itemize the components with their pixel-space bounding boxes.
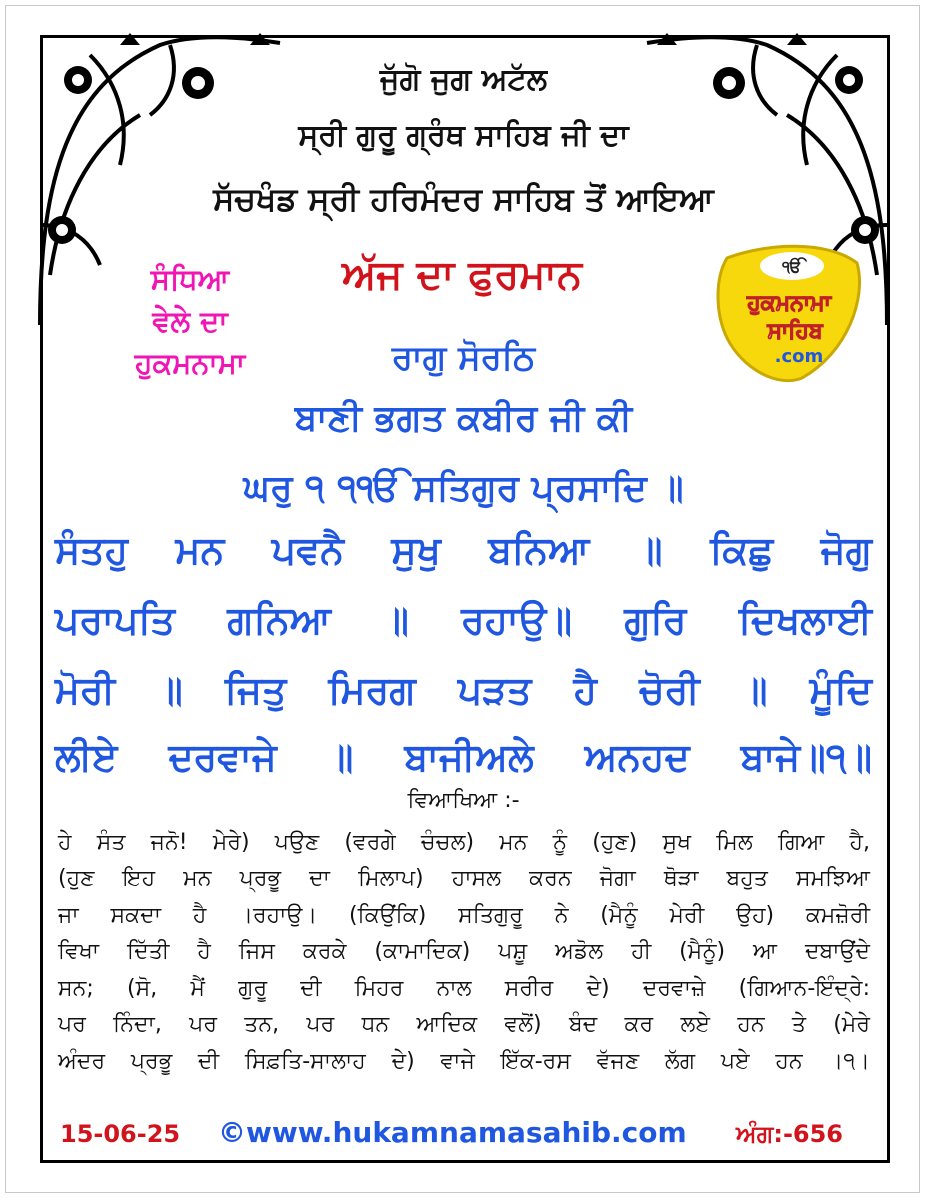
header-line-3: ਸੱਚਖੰਡ ਸ੍ਰੀ ਹਰਿਮੰਦਰ ਸਾਹਿਬ ਤੋਂ ਆਇਆ — [213, 180, 714, 218]
vyakhya-label: ਵਿਆਖਿਆ :- — [407, 788, 520, 813]
logo-line-1: ਹੁਕਮਨਾਮਾ — [747, 291, 831, 316]
footer-website-link[interactable]: ©www.hukamnamasahib.com — [218, 1116, 687, 1149]
header-line-2: ਸ੍ਰੀ ਗੁਰੂ ਗ੍ਰੰਥ ਸਾਹਿਬ ਜੀ ਦਾ — [298, 118, 629, 153]
bani-heading: ਬਾਣੀ ਭਗਤ ਕਬੀਰ ਜੀ ਕੀ — [294, 398, 633, 439]
sandhya-line-1: ਸੰਧਿਆ — [150, 262, 230, 296]
raag-heading: ਰਾਗੁ ਸੋਰਠਿ — [391, 338, 536, 378]
verse-line: ਸੰਤਹੁ ਮਨ ਪਵਨੈ ਸੁਖੁ ਬਨਿਆ ॥ ਕਿਛੁ ਜੋਗੁ — [55, 528, 872, 572]
explanation-line: ਸਨ; (ਸੋ, ਮੈਂ ਗੁਰੂ ਦੀ ਮਿਹਰ ਨਾਲ ਸਰੀਰ ਦੇ) ਦਰਵਾਜ਼ੇ (ਗਿਆਨ-ਇੰਦ੍ਰੇ: — [58, 976, 870, 1001]
explanation-line: ਵਿਖਾ ਦਿੱਤੀ ਹੈ ਜਿਸ ਕਰਕੇ (ਕਾਮਾਦਿਕ) ਪਸ਼ੂ ਅਡੋਲ ਹੀ (ਮੈਨੂੰ) ਆ ਦਬਾਉਂਦੇ — [58, 939, 870, 964]
verse-line: ਮੋਰੀ ॥ ਜਿਤੁ ਮਿਰਗ ਪੜਤ ਹੈ ਚੋਰੀ ॥ ਮੂੰਦਿ — [55, 668, 872, 712]
verse-line: ਪਰਾਪਤਿ ਗਨਿਆ ॥ ਰਹਾਉ॥ ਗੁਰਿ ਦਿਖਲਾਈ — [55, 598, 872, 642]
explanation-line: ਜਾ ਸਕਦਾ ਹੈ ।ਰਹਾਉ। (ਕਿਉਂਕਿ) ਸਤਿਗੁਰੂ ਨੇ (ਮੈਨੂੰ ਮੇਰੀ ਉਹ) ਕਮਜ਼ੋਰੀ — [58, 903, 870, 928]
header-line-1: ਜੁੱਗੋ ਜੁਗ ਅਟੱਲ — [379, 62, 548, 97]
explanation-line: ਪਰ ਨਿੰਦਾ, ਪਰ ਤਨ, ਪਰ ਧਨ ਆਦਿਕ ਵਲੋਂ) ਬੰਦ ਕਰ ਲਏ ਹਨ ਤੇ (ਮੇਰੇ — [58, 1012, 870, 1037]
sandhya-line-2: ਵੇਲੇ ਦਾ — [152, 304, 228, 338]
verse-line: ਲੀਏ ਦਰਵਾਜੇ ॥ ਬਾਜੀਅਲੇ ਅਨਹਦ ਬਾਜੇ॥੧॥ — [55, 735, 872, 779]
footer-date: 15-06-25 — [60, 1120, 181, 1148]
logo-line-3: .com — [774, 346, 824, 367]
explanation-line: (ਹੁਣ ਇਹ ਮਨ ਪ੍ਰਭੂ ਦਾ ਮਿਲਾਪ) ਹਾਸਲ ਕਰਨ ਜੋਗਾ ਥੋੜਾ ਬਹੁਤ ਸਮਝਿਆ — [58, 866, 870, 891]
logo-line-2: ਸਾਹਿਬ — [767, 319, 823, 344]
logo-symbol: ੴ — [782, 257, 802, 276]
explanation-line: ਅੰਦਰ ਪ੍ਰਭੂ ਦੀ ਸਿਫ਼ਤਿ-ਸਾਲਾਹ ਦੇ) ਵਾਜੇ ਇੱਕ-ਰਸ ਵੱਜਣ ਲੱਗ ਪਏ ਹਨ ।੧। — [58, 1049, 870, 1074]
ghar-heading: ਘਰੁ ੧ ੧ੴ ਸਤਿਗੁਰ ਪ੍ਰਸਾਦਿ ॥ — [243, 468, 684, 509]
explanation-line: ਹੇ ਸੰਤ ਜਨੋ! ਮੇਰੇ) ਪਉਣ (ਵਰਗੇ ਚੰਚਲ) ਮਨ ਨੂੰ (ਹੁਣ) ਸੁਖ ਮਿਲ ਗਿਆ ਹੈ, — [58, 830, 870, 855]
sandhya-line-3: ਹੁਕਮਨਾਮਾ — [134, 346, 246, 380]
page-title: ਅੱਜ ਦਾ ਫੁਰਮਾਨ — [342, 252, 582, 298]
footer-ang: ਅੰਗ:-656 — [736, 1120, 844, 1148]
